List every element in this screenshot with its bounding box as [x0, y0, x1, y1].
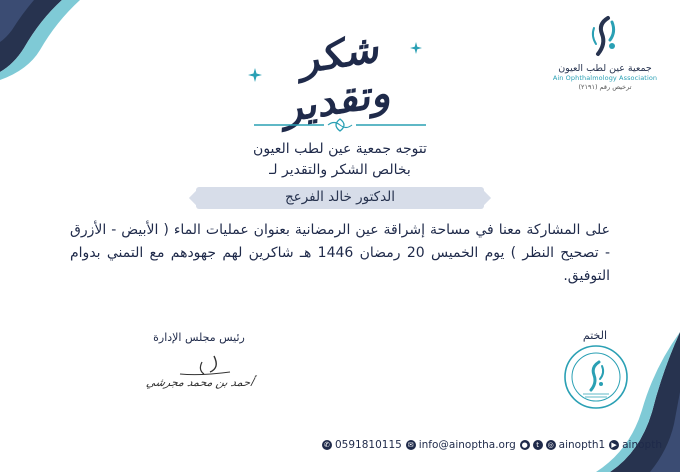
email-icon: ✉ [406, 440, 416, 450]
license-number: ترخيص رقم (٢١٩١) [578, 83, 632, 91]
ornament-divider [254, 118, 426, 132]
phone-number: 0591810115 [335, 439, 402, 451]
intro-line-2: بخالص الشكر والتقدير لـ [269, 162, 411, 178]
footer-phone[interactable] [322, 439, 402, 451]
intro-line-1: تتوجه جمعية عين لطب العيون [253, 141, 427, 157]
social-handle-2: ainopth [622, 439, 662, 451]
signature-name: أحمد بن محمد مجرشي [145, 376, 255, 389]
corner-wave-top-left [0, 0, 90, 80]
recipient-name-bar [196, 187, 484, 209]
instagram-icon: ◎ [547, 441, 554, 449]
certificate-body-text: على المشاركة معنا في مساحة إشراقة عين الرمضانية بعنوان عمليات الماء ( الأبيض - الأزرق - تصحيح النظر ) يوم الخميس 20 رمضان 1446 هـ شاكرين لهم جهودهم مع التمني بدوام التوفيق. [70, 222, 610, 284]
email-address: info@ainoptha.org [418, 439, 516, 451]
twitter-icon: t [533, 440, 543, 450]
signature-scribble [140, 352, 260, 378]
snapchat-icon: ● [521, 441, 528, 449]
footer-social-2[interactable] [609, 439, 662, 451]
chairman-label: رئيس مجلس الإدارة [153, 331, 245, 344]
footer-contacts [322, 437, 662, 453]
title-calligraphy-area [260, 22, 420, 132]
eye-logo-icon [588, 14, 622, 60]
logo-name-arabic: جمعية عين لطب العيون [558, 63, 652, 74]
youtube-icon: ▶ [609, 440, 619, 450]
page-title: شكر وتقدير [283, 24, 394, 132]
whatsapp-icon: ✆ [322, 440, 332, 450]
footer-email[interactable] [406, 439, 516, 451]
social-handle-1: ainopth1 [558, 439, 606, 451]
stamp-label: الختم [582, 329, 608, 342]
logo-name-english: Ain Ophthalmology Association [552, 74, 658, 82]
association-stamp [563, 344, 629, 410]
recipient-name: الدكتور خالد الفرعج [284, 189, 396, 205]
association-logo [550, 14, 660, 91]
footer-social-1[interactable] [520, 439, 606, 451]
